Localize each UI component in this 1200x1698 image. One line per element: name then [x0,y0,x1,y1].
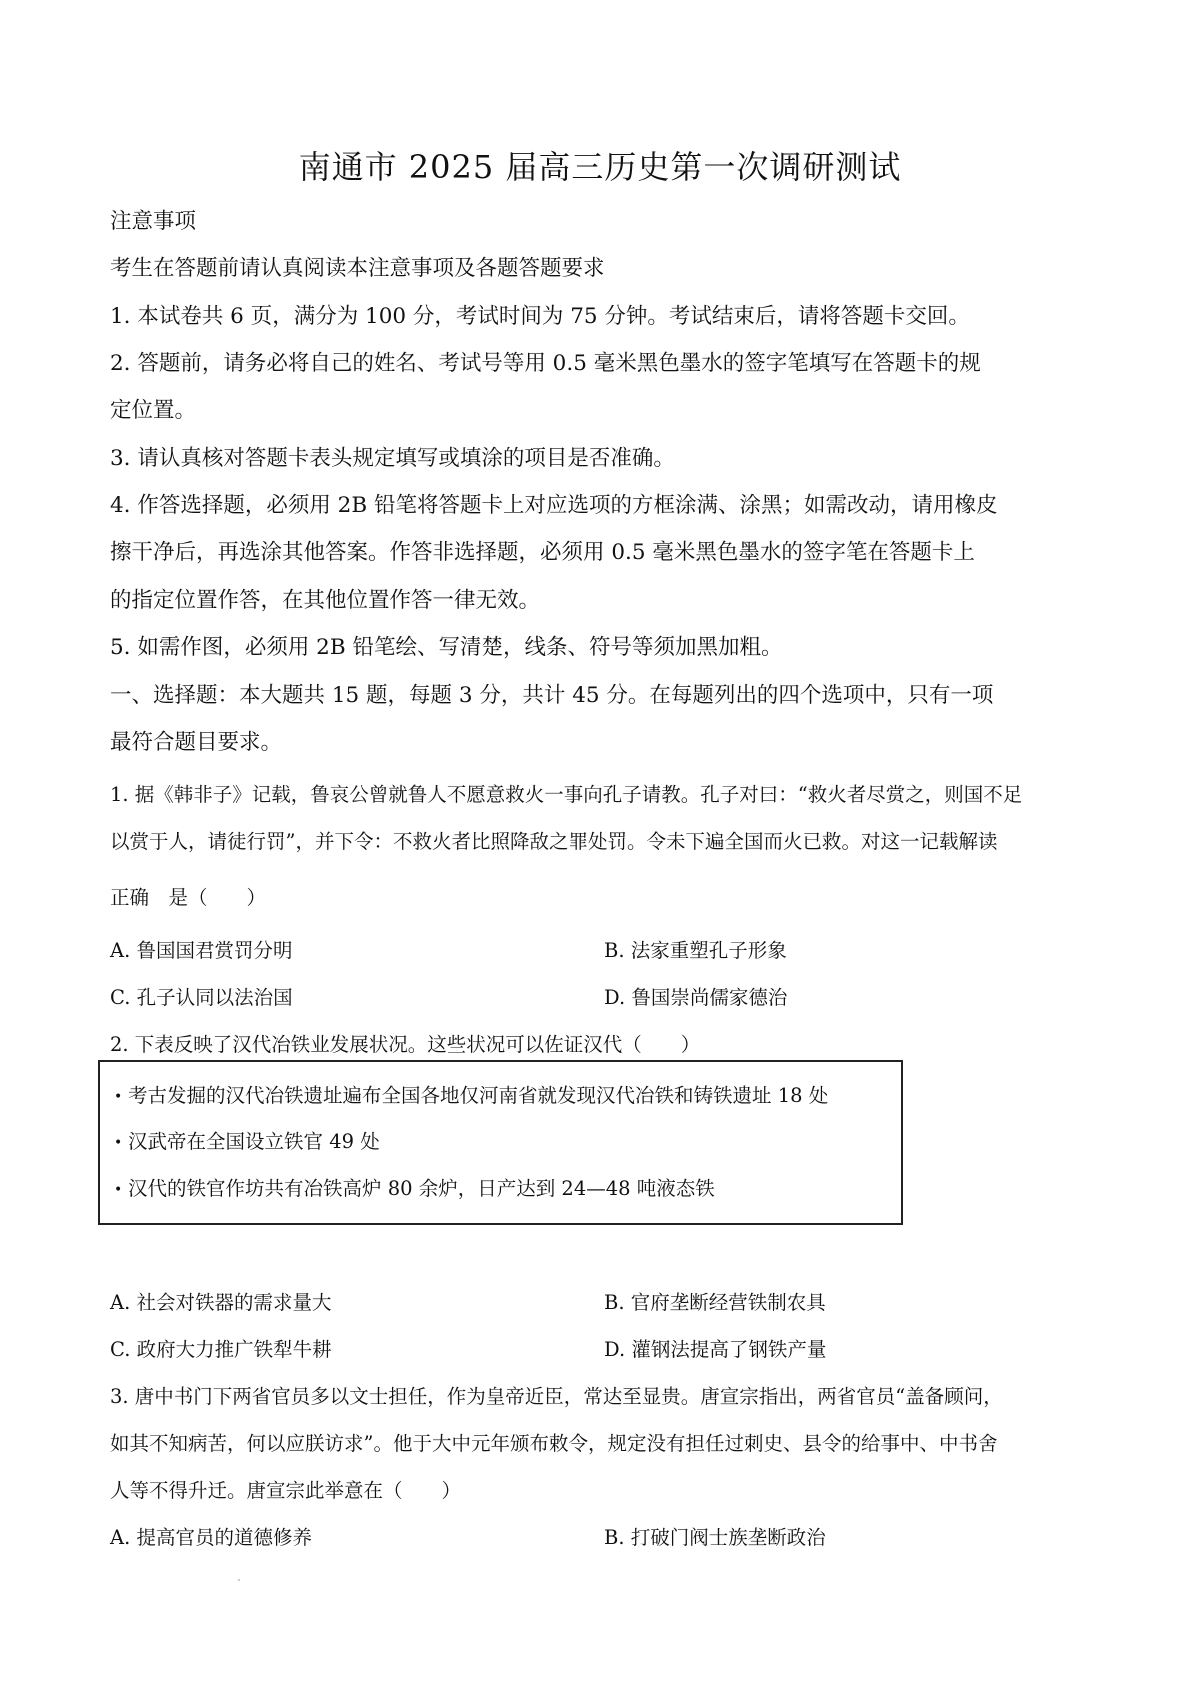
notice-heading: 注意事项 [110,209,197,234]
q2-table-row [114,1175,715,1204]
q3-option-a[interactable]: A. 提高官员的道德修养 [110,1526,312,1549]
q2-option-c[interactable]: C. 政府大力推广铁犁牛耕 [110,1338,332,1361]
section-heading-line1: 一、选择题：本大题共 15 题，每题 3 分，共计 45 分。在每题列出的四个选项中，只有一项 [110,683,994,708]
q3-stem-line1: 3. 唐中书门下两省官员多以文士担任，作为皇帝近臣，常达至显贵。唐宣宗指出，两省官员“盖备顾问， [110,1385,1003,1408]
q2-option-d[interactable]: D. 灌钢法提高了钢铁产量 [604,1338,827,1361]
notice-item-2: 2. 答题前，请务必将自己的姓名、考试号等用 0.5 毫米黑色墨水的签字笔填写在答题卡的规 [110,351,981,376]
notice-item-3: 3. 请认真核对答题卡表头规定填写或填涂的项目是否准确。 [110,446,675,471]
notice-item-5: 5. 如需作图，必须用 2B 铅笔绘、写清楚，线条、符号等须加黑加粗。 [110,635,783,660]
q2-table-row [114,1128,380,1157]
section-heading-line2: 最符合题目要求。 [110,730,283,755]
q2-option-a[interactable]: A. 社会对铁器的需求量大 [110,1291,332,1314]
q1-stem-line2: 以赏于人，请徒行罚”，并下令：不救火者比照降敌之罪处罚。令未下遍全国而火已救。对这一记载解读 [110,830,998,853]
scan-speck [238,1579,240,1581]
notice-item-4: 4. 作答选择题，必须用 2B 铅笔将答题卡上对应选项的方框涂满、涂黑；如需改动，请用橡皮 [110,493,998,518]
q1-stem-line1: 1. 据《韩非子》记载，鲁哀公曾就鲁人不愿意救火一事向孔子请教。孔子对曰：“救火者尽赏之，则国不足 [110,783,1023,806]
q2-table-row [114,1082,828,1111]
q1-option-c[interactable]: C. 孔子认同以法治国 [110,986,293,1009]
q1-option-d[interactable]: D. 鲁国崇尚儒家德治 [604,986,788,1009]
q2-table-row-text: 考古发掘的汉代冶铁遗址遍布全国各地仅河南省就发现汉代冶铁和铸铁遗址 18 处 [128,1084,829,1107]
q3-stem-line3: 人等不得升迁。唐宣宗此举意在（ ） [110,1479,462,1502]
notice-item-2-cont: 定位置。 [110,398,197,423]
q1-option-b[interactable]: B. 法家重塑孔子形象 [604,939,787,962]
q2-option-b[interactable]: B. 官府垄断经营铁制农具 [604,1291,826,1314]
bullet-icon: • [114,1088,123,1105]
notice-item-4-cont1: 擦干净后，再选涂其他答案。作答非选择题，必须用 0.5 毫米黑色墨水的签字笔在答题卡上 [110,540,975,565]
bullet-icon: • [114,1181,123,1198]
q2-table-row-text: 汉代的铁官作坊共有冶铁高炉 80 余炉，日产达到 24—48 吨液态铁 [128,1177,715,1200]
q2-stem-line1: 2. 下表反映了汉代冶铁业发展状况。这些状况可以佐证汉代（ ） [110,1033,701,1056]
q3-option-b[interactable]: B. 打破门阀士族垄断政治 [604,1526,826,1549]
notice-item-1: 1. 本试卷共 6 页，满分为 100 分，考试时间为 75 分钟。考试结束后，请将答题卡交回。 [110,304,970,329]
q2-table-row-text: 汉武帝在全国设立铁官 49 处 [128,1130,380,1153]
bullet-icon: • [114,1134,123,1151]
page-title: 南通市 2025 届高三历史第一次调研测试 [298,148,902,186]
q3-stem-line2: 如其不知病苦，何以应朕访求”。他于大中元年颁布敕令，规定没有担任过刺史、县令的给事中、中书舍 [110,1432,998,1455]
notice-intro: 考生在答题前请认真阅读本注意事项及各题答题要求 [110,256,605,281]
q1-option-a[interactable]: A. 鲁国国君赏罚分明 [110,939,293,962]
q1-stem-line3: 正确 是（ ） [110,886,267,909]
q2-data-table [98,1060,903,1225]
notice-item-4-cont2: 的指定位置作答，在其他位置作答一律无效。 [110,588,541,613]
